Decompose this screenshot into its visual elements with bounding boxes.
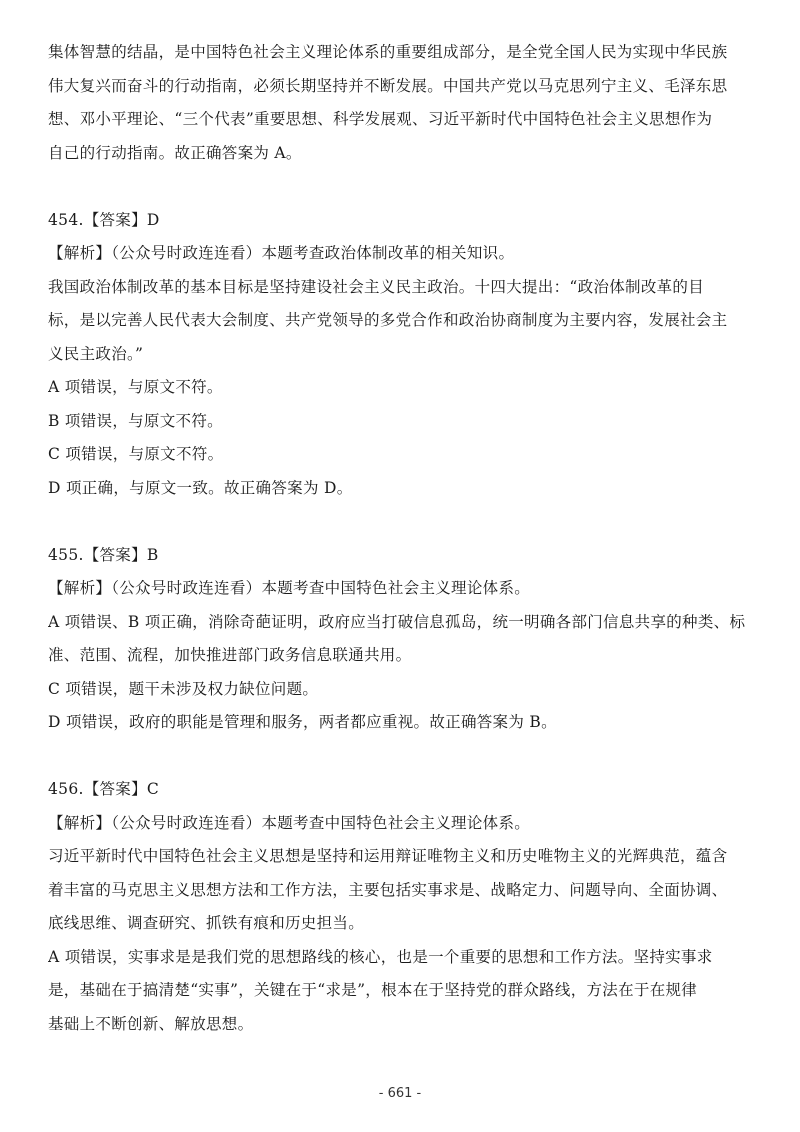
text-line: B 项错误，与原文不符。 bbox=[48, 411, 223, 430]
text-line: 【解析】（公众号时政连连看）本题考查中国特色社会主义理论体系。 bbox=[48, 579, 531, 597]
spacer bbox=[48, 170, 758, 204]
text-line: 基础上不断创新、解放思想。 bbox=[48, 1014, 254, 1033]
text-line: 集体智慧的结晶，是中国特色社会主义理论体系的重要组成部分，是全党全国人民为实现中华民族 bbox=[48, 43, 728, 61]
answer-section-456 bbox=[48, 773, 758, 1041]
answer-section-454 bbox=[48, 204, 758, 506]
text-line: D 项正确，与原文一致。故正确答案为 D。 bbox=[48, 478, 353, 497]
text-line: 自己的行动指南。故正确答案为 A。 bbox=[48, 143, 302, 162]
document-page bbox=[48, 36, 758, 1041]
text-line: C 项错误，与原文不符。 bbox=[48, 445, 224, 463]
answer-section-455 bbox=[48, 539, 758, 740]
text-line: A 项错误，实事求是是我们党的思想路线的核心，也是一个重要的思想和工作方法。坚持实事求 bbox=[48, 947, 713, 966]
text-line: 伟大复兴而奋斗的行动指南，必须长期坚持并不断发展。中国共产党以马克思列宁主义、毛泽东思 bbox=[48, 76, 728, 95]
answer-heading: 454.【答案】D bbox=[48, 210, 160, 229]
page-number: - 661 - bbox=[378, 1086, 422, 1101]
text-line: C 项错误，题干未涉及权力缺位问题。 bbox=[48, 679, 319, 698]
answer-heading: 456.【答案】C bbox=[48, 780, 160, 798]
spacer bbox=[48, 505, 758, 539]
answer-heading: 455.【答案】B bbox=[48, 545, 159, 564]
intro-paragraph bbox=[48, 36, 758, 170]
text-line: 我国政治体制改革的基本目标是坚持建设社会主义民主政治。十四大提出：“政治体制改革的目 bbox=[48, 277, 705, 296]
text-line: 【解析】（公众号时政连连看）本题考查政治体制改革的相关知识。 bbox=[48, 244, 515, 262]
text-line: 标，是以完善人民代表大会制度、共产党领导的多党合作和政治协商制度为主要内容，发展社会主 bbox=[48, 311, 728, 329]
text-line: A 项错误，与原文不符。 bbox=[48, 378, 223, 396]
text-line: 习近平新时代中国特色社会主义思想是坚持和运用辩证唯物主义和历史唯物主义的光辉典范，蕴含 bbox=[48, 847, 728, 865]
text-line: A 项错误、B 项正确，消除奇葩证明，政府应当打破信息孤岛，统一明确各部门信息共享的种类、标 bbox=[48, 612, 746, 631]
text-line: 义民主政治。” bbox=[48, 344, 144, 363]
text-line: 着丰富的马克思主义思想方法和工作方法，主要包括实事求是、战略定力、问题导向、全面协调、 bbox=[48, 880, 728, 899]
text-line: 想、邓小平理论、“三个代表”重要思想、科学发展观、习近平新时代中国特色社会主义思想作为 bbox=[48, 110, 713, 128]
text-line: 【解析】（公众号时政连连看）本题考查中国特色社会主义理论体系。 bbox=[48, 813, 531, 832]
text-line: 是，基础在于搞清楚“实事”，关键在于“求是”，根本在于坚持党的群众路线，方法在于在规律 bbox=[48, 981, 698, 999]
text-line: 底线思维、调查研究、抓铁有痕和历史担当。 bbox=[48, 914, 365, 932]
spacer bbox=[48, 740, 758, 774]
text-line: D 项错误，政府的职能是管理和服务，两者都应重视。故正确答案为 B。 bbox=[48, 713, 557, 731]
text-line: 准、范围、流程，加快推进部门政务信息联通共用。 bbox=[48, 646, 412, 664]
